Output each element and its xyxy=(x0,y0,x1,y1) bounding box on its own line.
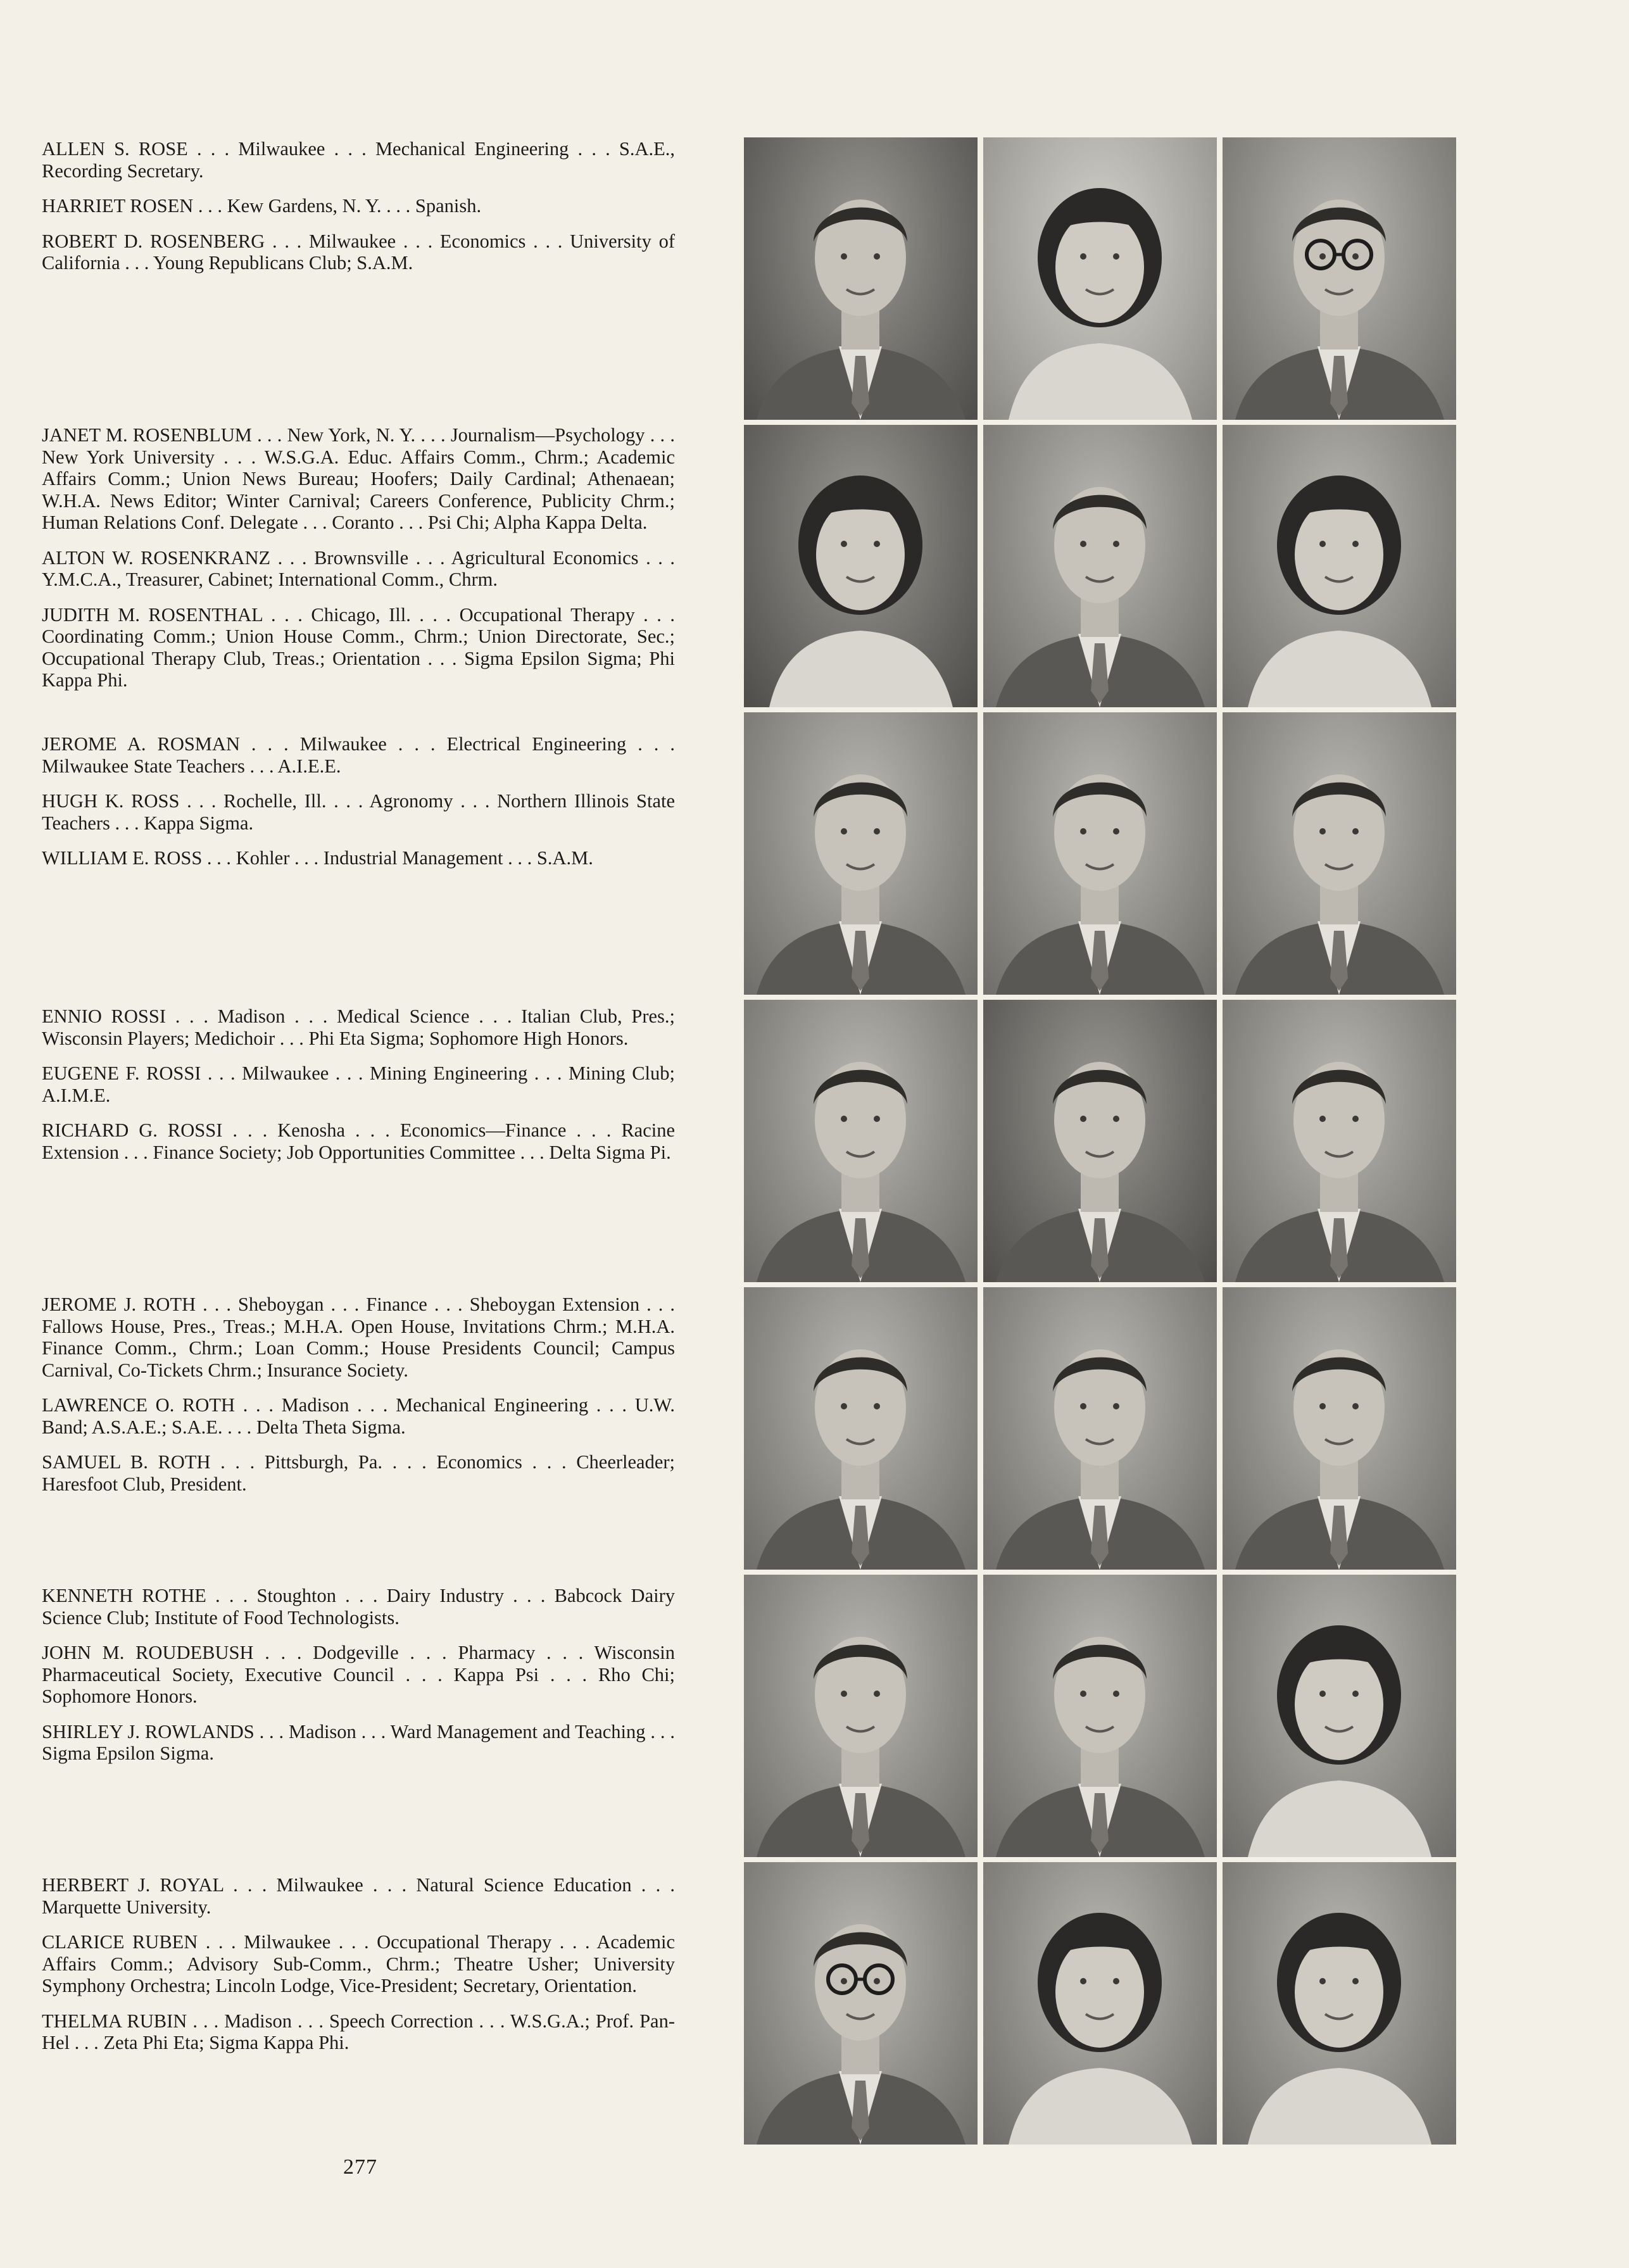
entry-group-5 xyxy=(42,1294,675,1508)
student-portrait xyxy=(744,1575,978,1857)
student-entry: KENNETH ROTHE . . . Stoughton . . . Dairy Industry . . . Babcock Dairy Science Club; Institute of Food Technologists. xyxy=(42,1585,675,1629)
student-entry: THELMA RUBIN . . . Madison . . . Speech Correction . . . W.S.G.A.; Prof. Pan-Hel . . . Zeta Phi Eta; Sigma Kappa Phi. xyxy=(42,2010,675,2053)
student-entry: CLARICE RUBEN . . . Milwaukee . . . Occupational Therapy . . . Academic Affairs Comm.; Advisory Sub-Comm., Chrm.; Theatre Usher; University Symphony Orchestra; Lincoln Lodge, Vice-President; Secretary, Orientation. xyxy=(42,1931,675,1996)
student-portrait xyxy=(983,425,1217,707)
portrait-silhouette-icon xyxy=(983,1287,1217,1570)
student-entry: HERBERT J. ROYAL . . . Milwaukee . . . Natural Science Education . . . Marquette University. xyxy=(42,1874,675,1918)
student-portrait xyxy=(983,1862,1217,2145)
portrait-silhouette-icon xyxy=(1223,1575,1456,1857)
student-portrait xyxy=(983,1000,1217,1282)
student-entry: ALLEN S. ROSE . . . Milwaukee . . . Mechanical Engineering . . . S.A.E., Recording Secretary. xyxy=(42,138,675,182)
entry-group-4 xyxy=(42,1005,675,1176)
entry-group-2 xyxy=(42,424,675,705)
portrait-silhouette-icon xyxy=(744,1000,978,1282)
student-portrait xyxy=(744,1000,978,1282)
entry-group-1 xyxy=(42,138,675,287)
portrait-silhouette-icon xyxy=(983,425,1217,707)
entry-group-6 xyxy=(42,1585,675,1778)
student-entry: SHIRLEY J. ROWLANDS . . . Madison . . . Ward Management and Teaching . . . Sigma Epsilon Sigma. xyxy=(42,1720,675,1764)
student-portrait xyxy=(1223,425,1456,707)
entry-group-7 xyxy=(42,1874,675,2067)
portrait-silhouette-icon xyxy=(983,712,1217,995)
student-portrait xyxy=(744,1287,978,1570)
student-portrait xyxy=(1223,1000,1456,1282)
page-number: 277 xyxy=(343,2155,377,2179)
student-portrait xyxy=(983,1575,1217,1857)
portrait-silhouette-icon xyxy=(1223,1000,1456,1282)
student-portrait xyxy=(744,712,978,995)
portrait-silhouette-icon xyxy=(1223,1287,1456,1570)
student-entry: HUGH K. ROSS . . . Rochelle, Ill. . . . Agronomy . . . Northern Illinois State Teachers . . . Kappa Sigma. xyxy=(42,790,675,834)
portrait-silhouette-icon xyxy=(744,1575,978,1857)
student-portrait xyxy=(983,137,1217,420)
student-portrait xyxy=(744,137,978,420)
portrait-silhouette-icon xyxy=(744,137,978,420)
portrait-silhouette-icon xyxy=(744,712,978,995)
portrait-silhouette-icon xyxy=(1223,137,1456,420)
portrait-silhouette-icon xyxy=(744,1287,978,1570)
student-portrait xyxy=(1223,1575,1456,1857)
student-portrait xyxy=(983,1287,1217,1570)
student-entry: EUGENE F. ROSSI . . . Milwaukee . . . Mining Engineering . . . Mining Club; A.I.M.E. xyxy=(42,1062,675,1106)
portrait-silhouette-icon xyxy=(983,137,1217,420)
portrait-silhouette-icon xyxy=(744,1862,978,2145)
student-portrait xyxy=(1223,712,1456,995)
student-entry: ROBERT D. ROSENBERG . . . Milwaukee . . . Economics . . . University of California . . . Young Republicans Club; S.A.M. xyxy=(42,230,675,274)
student-entry: HARRIET ROSEN . . . Kew Gardens, N. Y. . . . Spanish. xyxy=(42,195,482,217)
student-entry: JEROME A. ROSMAN . . . Milwaukee . . . Electrical Engineering . . . Milwaukee State Teachers . . . A.I.E.E. xyxy=(42,733,675,777)
student-entry: SAMUEL B. ROTH . . . Pittsburgh, Pa. . . . Economics . . . Cheerleader; Haresfoot Club, President. xyxy=(42,1451,675,1495)
student-entry: JEROME J. ROTH . . . Sheboygan . . . Finance . . . Sheboygan Extension . . . Fallows House, Pres., Treas.; M.H.A. Open House, Invitations Chrm.; M.H.A. Finance Comm., Chrm.; Loan Comm.; House Presidents Council; Campus Carnival, Co-Tickets Chrm.; Insurance Society. xyxy=(42,1294,675,1381)
portrait-silhouette-icon xyxy=(1223,425,1456,707)
portrait-grid xyxy=(744,137,1456,2145)
portrait-silhouette-icon xyxy=(744,425,978,707)
portrait-silhouette-icon xyxy=(983,1575,1217,1857)
student-portrait xyxy=(744,425,978,707)
portrait-silhouette-icon xyxy=(1223,712,1456,995)
student-entry: JANET M. ROSENBLUM . . . New York, N. Y. . . . Journalism—Psychology . . . New York University . . . W.S.G.A. Educ. Affairs Comm., Chrm.; Academic Affairs Comm.; Union News Bureau; Hoofers; Daily Cardinal; Athenaean; W.H.A. News Editor; Winter Carnival; Careers Conference, Publicity Chrm.; Human Relations Conf. Delegate . . . Coranto . . . Psi Chi; Alpha Kappa Delta. xyxy=(42,424,675,533)
student-portrait xyxy=(1223,1287,1456,1570)
student-entry: LAWRENCE O. ROTH . . . Madison . . . Mechanical Engineering . . . U.W. Band; A.S.A.E.; S.A.E. . . . Delta Theta Sigma. xyxy=(42,1394,675,1438)
entry-group-3 xyxy=(42,733,675,883)
student-portrait xyxy=(1223,137,1456,420)
student-portrait xyxy=(1223,1862,1456,2145)
portrait-silhouette-icon xyxy=(983,1000,1217,1282)
student-entry: JUDITH M. ROSENTHAL . . . Chicago, Ill. . . . Occupational Therapy . . . Coordinating Comm.; Union House Comm., Chrm.; Union Directorate, Sec.; Occupational Therapy Club, Treas.; Orientation . . . Sigma Epsilon Sigma; Phi Kappa Phi. xyxy=(42,603,675,691)
student-entry: ALTON W. ROSENKRANZ . . . Brownsville . . . Agricultural Economics . . . Y.M.C.A., Treasurer, Cabinet; International Comm., Chrm. xyxy=(42,546,675,590)
student-entry: ENNIO ROSSI . . . Madison . . . Medical Science . . . Italian Club, Pres.; Wisconsin Players; Medichoir . . . Phi Eta Sigma; Sophomore High Honors. xyxy=(42,1005,675,1049)
student-portrait xyxy=(744,1862,978,2145)
portrait-silhouette-icon xyxy=(983,1862,1217,2145)
portrait-silhouette-icon xyxy=(1223,1862,1456,2145)
student-portrait xyxy=(983,712,1217,995)
student-entry: RICHARD G. ROSSI . . . Kenosha . . . Economics—Finance . . . Racine Extension . . . Finance Society; Job Opportunities Committee . . . Delta Sigma Pi. xyxy=(42,1119,675,1163)
student-entry: JOHN M. ROUDEBUSH . . . Dodgeville . . . Pharmacy . . . Wisconsin Pharmaceutical Society, Executive Council . . . Kappa Psi . . . Rho Chi; Sophomore Honors. xyxy=(42,1642,675,1707)
student-entry: WILLIAM E. ROSS . . . Kohler . . . Industrial Management . . . S.A.M. xyxy=(42,847,593,869)
